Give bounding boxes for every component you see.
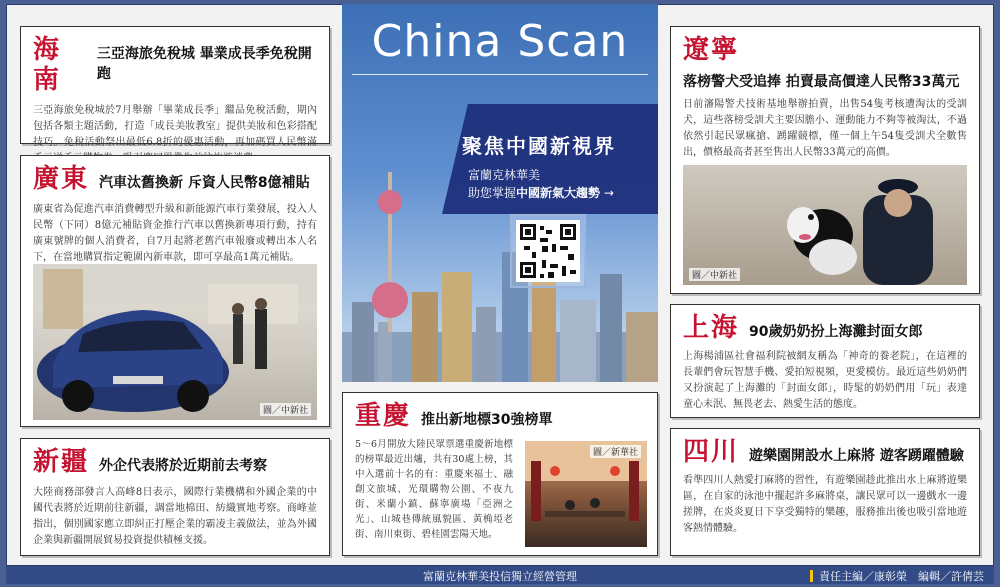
- liaoning-photo-credit: 圖／中新社: [689, 268, 740, 281]
- liaoning-region: 遼寧: [683, 35, 740, 65]
- chongqing-region: 重慶: [355, 401, 412, 431]
- hainan-region: 海南: [33, 35, 62, 95]
- focus-subtitle-2[interactable]: [468, 184, 614, 201]
- xinjiang-headline: 外企代表將於近期前去考察: [99, 458, 268, 474]
- liaoning-headline: 落榜警犬受追捧 拍賣最高價達人民幣33萬元: [683, 74, 960, 90]
- car-illustration: [33, 264, 317, 420]
- guangdong-body: 廣東省為促進汽車消費轉型升級和新能源汽車行業發展，投入人民幣（下同）8億元補貼資金推行汽車以舊換新專項行動，持有廣東號牌的個人消費者，自7月起將老舊汽車報廢或轉出本人名下，在當地購買指定範圍內新車款，即可享最高1萬元補貼。: [33, 204, 317, 263]
- poster-divider: [352, 74, 648, 75]
- guangdong-card: [20, 155, 330, 427]
- guangdong-region: 廣東: [33, 164, 90, 194]
- footer-credits: [810, 568, 984, 584]
- shanghai-region: 上海: [683, 313, 740, 343]
- poster-title: China Scan: [371, 16, 629, 67]
- focus-subtitle-bold: 中國新氣大趨勢: [516, 186, 601, 200]
- xinjiang-body: 大陸商務部發言人高峰8日表示，國際行業機構和外國企業的中國代表將於近期前往新疆，調當地棉田、紡織實地考察。商峰並指出，個別國家應立即糾正打壓企業的霸凌主義做法，並為外國企業與新疆開展貿易投資提供積極支援。: [33, 487, 317, 546]
- footer-right-text: 責任主編／康彰榮 編輯／許倩芸: [819, 570, 984, 583]
- sichuan-headline: 遊樂園開設水上麻將 遊客踴躍體驗: [749, 448, 964, 464]
- chongqing-photo-credit: 圖／新華社: [590, 445, 641, 458]
- liaoning-card: [670, 26, 980, 294]
- arrow-right-icon: →: [600, 186, 614, 200]
- police-dog-scene: [683, 165, 967, 285]
- xinjiang-region: 新疆: [33, 447, 90, 477]
- focus-subtitle-prefix: 助您掌握: [468, 186, 517, 200]
- sichuan-card: [670, 428, 980, 556]
- liaoning-body: 日前瀋陽警犬技術基地舉辦拍賣，出售54隻考核遭淘汰的受訓犬，這些落榜受訓犬主要因膽小、運動能力不夠等被淘汰，不過依然引起民眾瘋搶、踴躍競標，僅一個上午54隻受訓犬全數售出，價格最高者甚至售出人民幣33萬元的高價。: [683, 99, 967, 158]
- sichuan-body: 看準四川人熱愛打麻將的習性，有遊樂園趁此推出水上麻將遊樂區，在自家的泳池中擺起許多麻將桌，讓民眾可以一邊戲水一邊搓牌，在炎炎夏日下享受獨特的樂趣，服務推出後也吸引當地遊客熱情體驗。: [683, 475, 967, 534]
- hainan-card: [20, 26, 330, 148]
- shanghai-headline: 90歲奶奶扮上海灘封面女郎: [749, 324, 923, 340]
- footer-center-text: 富蘭克林華美投信獨立經營管理: [423, 570, 577, 583]
- footer-bar: [6, 566, 994, 584]
- china-scan-poster: [342, 4, 658, 382]
- police-dog-photo: [683, 165, 967, 285]
- qr-code[interactable]: [510, 214, 586, 288]
- footer-separator: [810, 570, 813, 582]
- hainan-body: 三亞海旅免稅城於7月舉辦「畢業成長季」繼品免稅活動，期內包括各類主題活動，打造「成長美妝教室」提供美妝和色彩搭配技巧。免稅活動祭出最低6.8折的優惠活動，再加碼買人民幣滿: [33, 105, 317, 148]
- shanghai-card: [670, 304, 980, 418]
- shanghai-body: 上海楊浦區社會福利院被網友稱為「神奇的養老院」，在這裡的長輩們會玩智慧手機、愛拍短視頻，更愛模仿。最近這些奶奶們又扮演起了上海灘的「封面女郎」，時髦的奶奶們用「玩」表達童心未泯、無畏老去、熱愛生活的態度。: [683, 351, 967, 410]
- chongqing-headline: 推出新地標30強榜單: [421, 412, 553, 428]
- chongqing-night-photo: [525, 441, 647, 547]
- focus-title: 聚焦中國新視界: [462, 134, 616, 158]
- car-showroom-photo: [33, 264, 317, 420]
- hainan-headline: 三亞海旅免稅城 畢業成長季免稅開跑: [96, 46, 312, 82]
- focus-subtitle-1: 富蘭克林華美: [468, 168, 541, 182]
- chongqing-body: 5～6月開放大陸民眾票選重慶新地標的榜單最近出爐，共有30處上榜，其中入選前十名的有：重慶來福士、融創文旅城、光環購物公園、不夜九街、米蘭小鎮、蘇寧廣場「亞洲之光」、山城巷傳統風貌區、黃桷埡老街、南川東街、碧桂園雲陽天地。: [355, 439, 513, 540]
- guangdong-headline: 汽車汰舊換新 斥資人民幣8億補貼: [99, 175, 310, 191]
- chongqing-card: [342, 392, 658, 556]
- xinjiang-card: [20, 438, 330, 556]
- sichuan-region: 四川: [683, 437, 740, 467]
- qr-code-icon: [512, 216, 584, 286]
- guangdong-photo-credit: 圖／中新社: [260, 403, 311, 416]
